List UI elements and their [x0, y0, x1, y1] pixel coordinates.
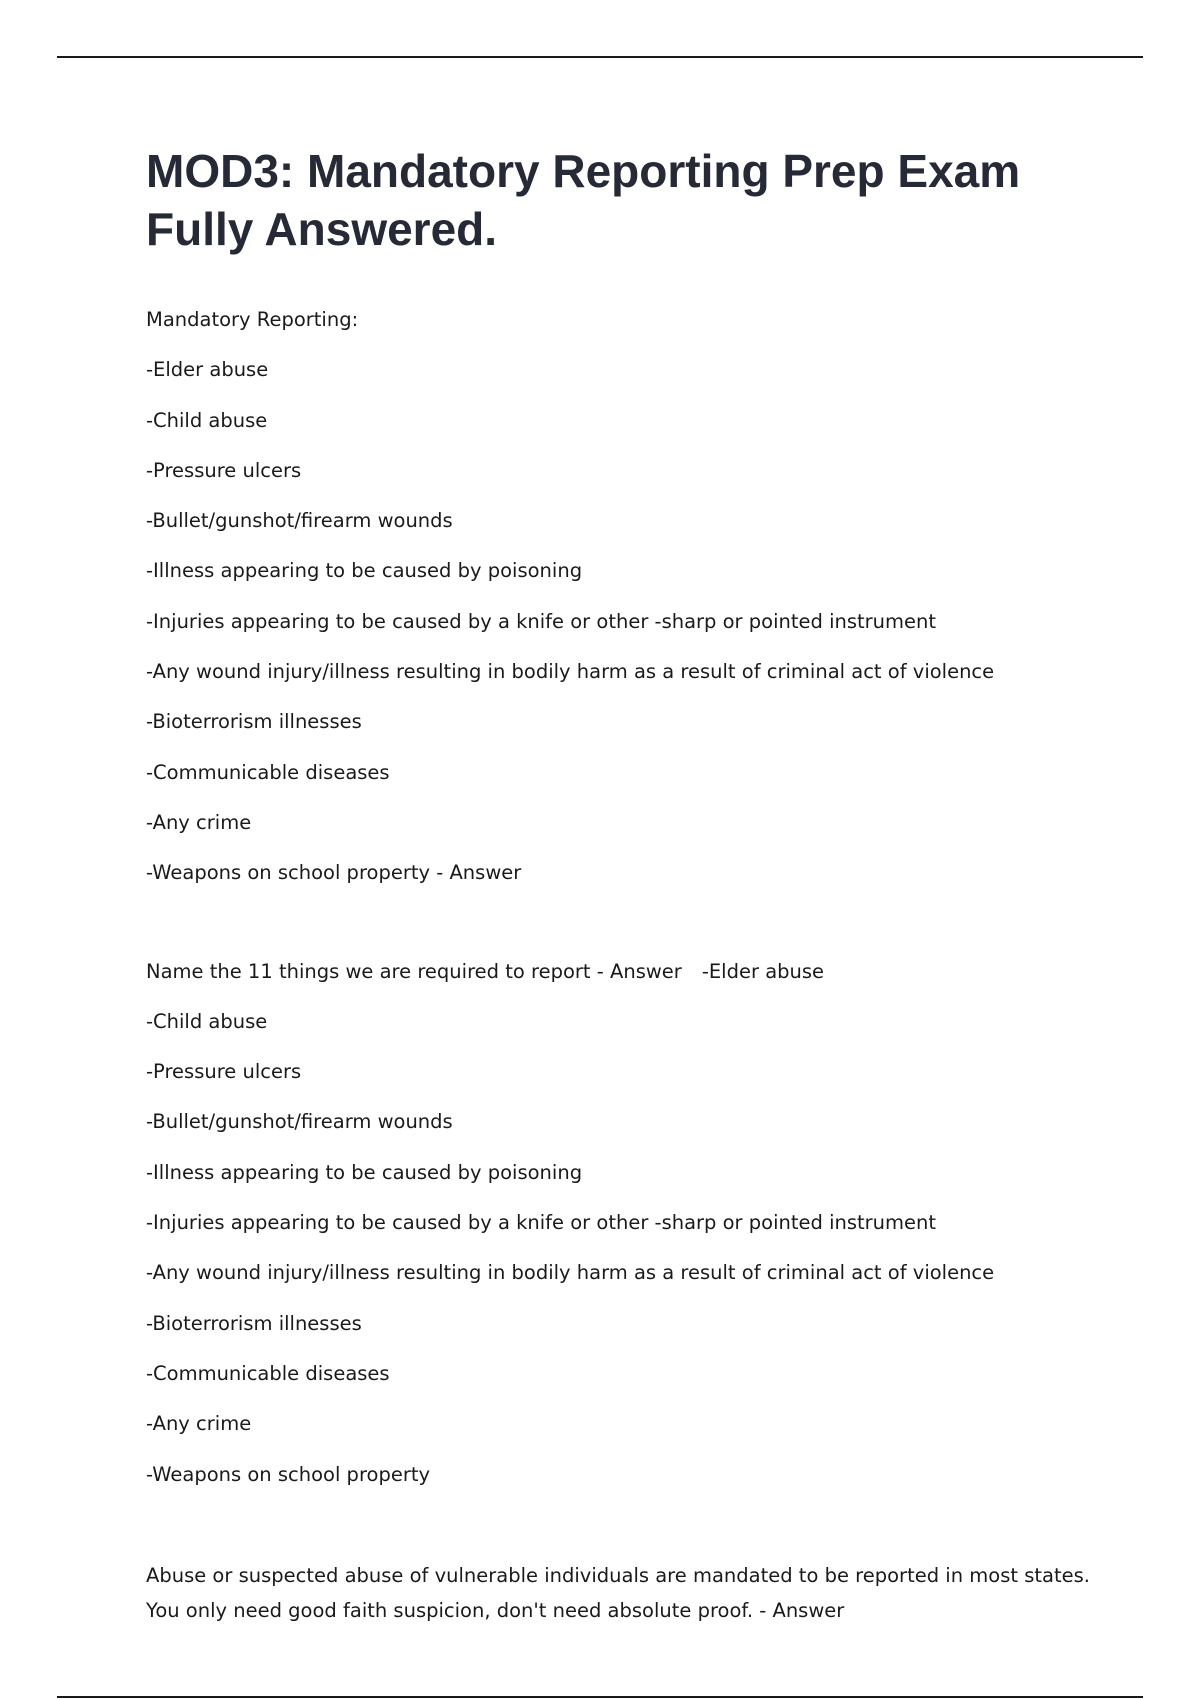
list-item: -Illness appearing to be caused by poisoning: [146, 1160, 583, 1184]
bottom-rule: [57, 1696, 1143, 1698]
list-item: -Any crime: [146, 1412, 252, 1436]
list-item: -Elder abuse: [146, 358, 269, 382]
list-item: -Bullet/gunshot/firearm wounds: [146, 509, 453, 533]
spacer: [146, 1510, 1106, 1558]
list-item: -Weapons on school property: [146, 1462, 431, 1486]
list-item: -Communicable diseases: [146, 1361, 390, 1385]
list-item: -Any wound injury/illness resulting in bodily harm as a result of criminal act of violence: [146, 1261, 995, 1285]
document-body: [146, 305, 1106, 1628]
list-item: -Bioterrorism illnesses: [146, 710, 362, 734]
list-item: -Weapons on school property - Answer: [146, 861, 522, 885]
list-item: -Any wound injury/illness resulting in bodily harm as a result of criminal act of violence: [146, 660, 995, 684]
list-item: -Pressure ulcers: [146, 458, 302, 482]
list-item: -Injuries appearing to be caused by a knife or other -sharp or pointed instrument: [146, 609, 937, 633]
page-title: MOD3: Mandatory Reporting Prep Exam Fully Answered.: [146, 145, 1021, 255]
top-rule: [57, 56, 1143, 58]
spacer: [146, 909, 1106, 957]
list-item: -Bullet/gunshot/firearm wounds: [146, 1110, 453, 1134]
list-item: -Bioterrorism illnesses: [146, 1311, 362, 1335]
list-item: -Injuries appearing to be caused by a knife or other -sharp or pointed instrument: [146, 1211, 937, 1235]
question-text: Name the 11 things we are required to report - Answer: [146, 959, 682, 983]
list-item: -Child abuse: [146, 408, 268, 432]
question-line: [146, 957, 1106, 1007]
answer-first-item: -Elder abuse: [701, 959, 825, 983]
list-item: -Pressure ulcers: [146, 1060, 302, 1084]
list-item: -Any crime: [146, 810, 252, 834]
list-item: -Communicable diseases: [146, 760, 390, 784]
list-item: -Illness appearing to be caused by poisoning: [146, 559, 583, 583]
list-item: -Child abuse: [146, 1009, 268, 1033]
section-heading: Mandatory Reporting:: [146, 308, 359, 331]
paragraph: Abuse or suspected abuse of vulnerable individuals are mandated to be reported in most states. You only need good faith suspicion, don't need absolute proof. - Answer: [146, 1563, 1090, 1622]
